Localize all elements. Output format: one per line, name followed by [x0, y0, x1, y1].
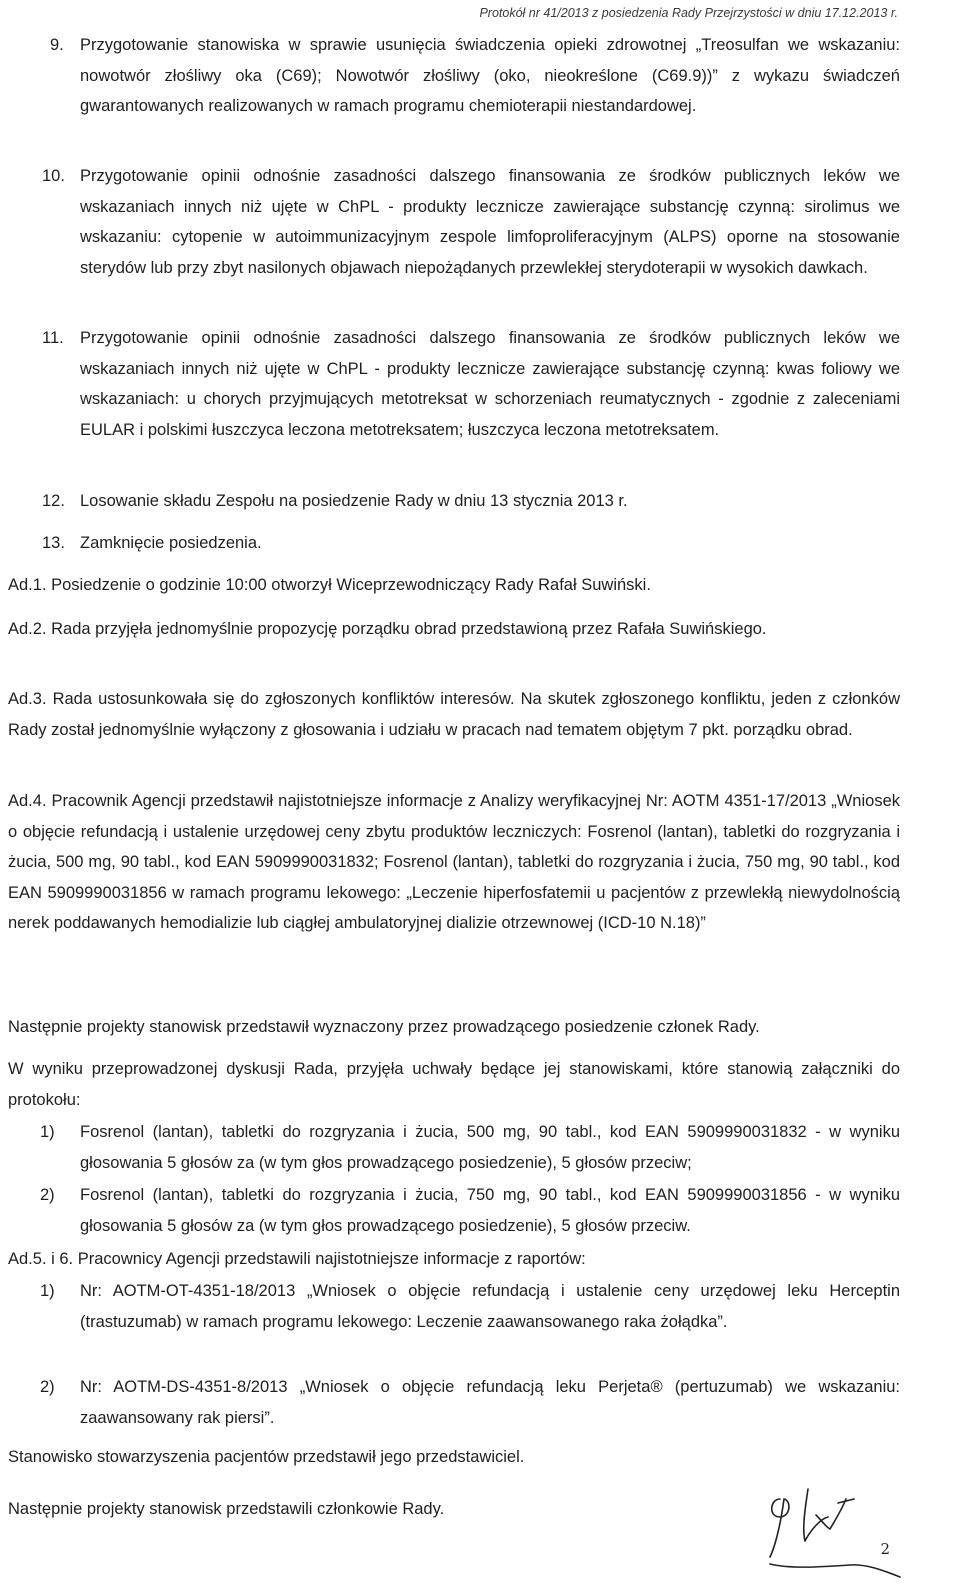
section-ad4 — [8, 786, 900, 939]
list-number: 1) — [40, 1123, 55, 1141]
page-number: 2 — [880, 1540, 890, 1558]
handwritten-signature — [750, 1469, 910, 1579]
paragraph-discussion: W wyniku przeprowadzonej dyskusji Rada, przyjęła uchwały będące jej stanowiskami, które stanowią załączniki do protokołu: — [8, 1060, 900, 1109]
section-text: Pracownik Agencji przedstawił najistotniejsze informacje z Analizy weryfikacyjnej Nr: AOTM 4351-17/2013 „Wniosek o objęcie refundacją i ustalenie urzędowej ceny zbytu produktów leczniczych: Fosrenol (lantan), tabletki do rozgryzania i żucia, 500 mg, 90 tabl., kod EAN 5909990031832; Fosrenol (lantan), tabletki do rozgryzania i żucia, 750 mg, 90 tabl., kod EAN 5909990031856 w ramach programu lekowego: „Leczenie hiperfosfatemii u pacjentów z przewlekłą niewydolnością nerek poddawanych hemodializie lub ciągłej ambulatoryjnej dializie otrzewnowej (ICD-10 N.18)” — [8, 792, 900, 932]
list-number: 1) — [40, 1282, 55, 1300]
agenda-item-9: Przygotowanie stanowiska w sprawie usunięcia świadczenia opieki zdrowotnej „Treosulfan we wskazaniu: nowotwór złośliwy oka (C69); Nowotwór złośliwy (oko, nieokreślone (C69.9))” z wykazu świadczeń gwarantowanych realizowanych w ramach programu chemioterapii niestandardowej. — [80, 36, 900, 115]
section-label: Ad.3. — [8, 690, 47, 708]
list-item: Fosrenol (lantan), tabletki do rozgryzania i żucia, 750 mg, 90 tabl., kod EAN 5909990031856 - w wyniku głosowania 5 głosów za (w tym głos prowadzącego posiedzenie), 5 głosów przeciw. — [80, 1186, 900, 1235]
section-text: Rada ustosunkowała się do zgłoszonych konfliktów interesów. Na skutek zgłoszonego konfliktu, jeden z członków Rady został jednomyślnie wyłączony z głosowania i udziału w pracach nad tematem objętym 7 pkt. porządku obrad. — [8, 690, 900, 739]
section-text: Pracownicy Agencji przedstawili najistotniejsze informacje z raportów: — [77, 1250, 586, 1268]
section-text: Rada przyjęła jednomyślnie propozycję porządku obrad przedstawioną przez Rafała Suwińskiego. — [51, 620, 767, 638]
section-label: Ad.4. — [8, 792, 47, 810]
page-header: Protokół nr 41/2013 z posiedzenia Rady Przejrzystości w dniu 17.12.2013 r. — [479, 6, 898, 20]
agenda-item-13: Zamknięcie posiedzenia. — [80, 534, 262, 552]
item-number: 10. — [42, 167, 65, 185]
item-number: 13. — [42, 534, 65, 552]
section-ad5-6 — [8, 1244, 900, 1275]
list-number: 2) — [40, 1186, 55, 1204]
paragraph-members: Następnie projekty stanowisk przedstawili członkowie Rady. — [8, 1500, 445, 1518]
item-number: 12. — [42, 492, 65, 510]
agenda-item-11: Przygotowanie opinii odnośnie zasadności dalszego finansowania ze środków publicznych leków we wskazaniach innych niż ujęte w ChPL - produkty lecznicze zawierające substancję czynną: kwas foliowy we wskazaniach: u chorych przyjmujących metotreksat w schorzeniach reumatycznych - zgodnie z zaleceniami EULAR i polskimi łuszczyca leczona metotreksatem; łuszczyca leczona metotreksatem. — [80, 329, 900, 439]
section-text: Posiedzenie o godzinie 10:00 otworzył Wiceprzewodniczący Rady Rafał Suwiński. — [51, 576, 651, 594]
paragraph-patients: Stanowisko stowarzyszenia pacjentów przedstawił jego przedstawiciel. — [8, 1448, 525, 1466]
section-label: Ad.2. — [8, 620, 47, 638]
section-ad2 — [8, 614, 900, 645]
list-number: 2) — [40, 1378, 55, 1396]
section-ad3 — [8, 684, 900, 745]
paragraph-presentation: Następnie projekty stanowisk przedstawił wyznaczony przez prowadzącego posiedzenie członek Rady. — [8, 1018, 760, 1036]
agenda-item-10: Przygotowanie opinii odnośnie zasadności dalszego finansowania ze środków publicznych leków we wskazaniach innych niż ujęte w ChPL - produkty lecznicze zawierające substancję czynną: sirolimus we wskazaniu: cytopenie w autoimmunizacyjnym zespole limfoproliferacyjnym (ALPS) oporne na stosowanie sterydów lub przy zbyt nasilonych objawach niepożądanych przewlekłej sterydoterapii w wysokich dawkach. — [80, 167, 900, 277]
item-number: 9. — [50, 36, 64, 54]
agenda-item-12: Losowanie składu Zespołu na posiedzenie Rady w dniu 13 stycznia 2013 r. — [80, 492, 628, 510]
list-item: Nr: AOTM-DS-4351-8/2013 „Wniosek o objęcie refundacją leku Perjeta® (pertuzumab) we wskazaniu: zaawansowany rak piersi”. — [80, 1378, 900, 1427]
section-label: Ad.5. i 6. — [8, 1250, 74, 1268]
item-number: 11. — [42, 329, 64, 347]
list-item: Fosrenol (lantan), tabletki do rozgryzania i żucia, 500 mg, 90 tabl., kod EAN 5909990031832 - w wyniku głosowania 5 głosów za (w tym głos prowadzącego posiedzenie), 5 głosów przeciw; — [80, 1123, 900, 1172]
section-label: Ad.1. — [8, 576, 47, 594]
list-item: Nr: AOTM-OT-4351-18/2013 „Wniosek o objęcie refundacją i ustalenie ceny urzędowej leku Herceptin (trastuzumab) w ramach programu lekowego: Leczenie zaawansowanego raka żołądka”. — [80, 1282, 900, 1331]
section-ad1 — [8, 570, 900, 601]
